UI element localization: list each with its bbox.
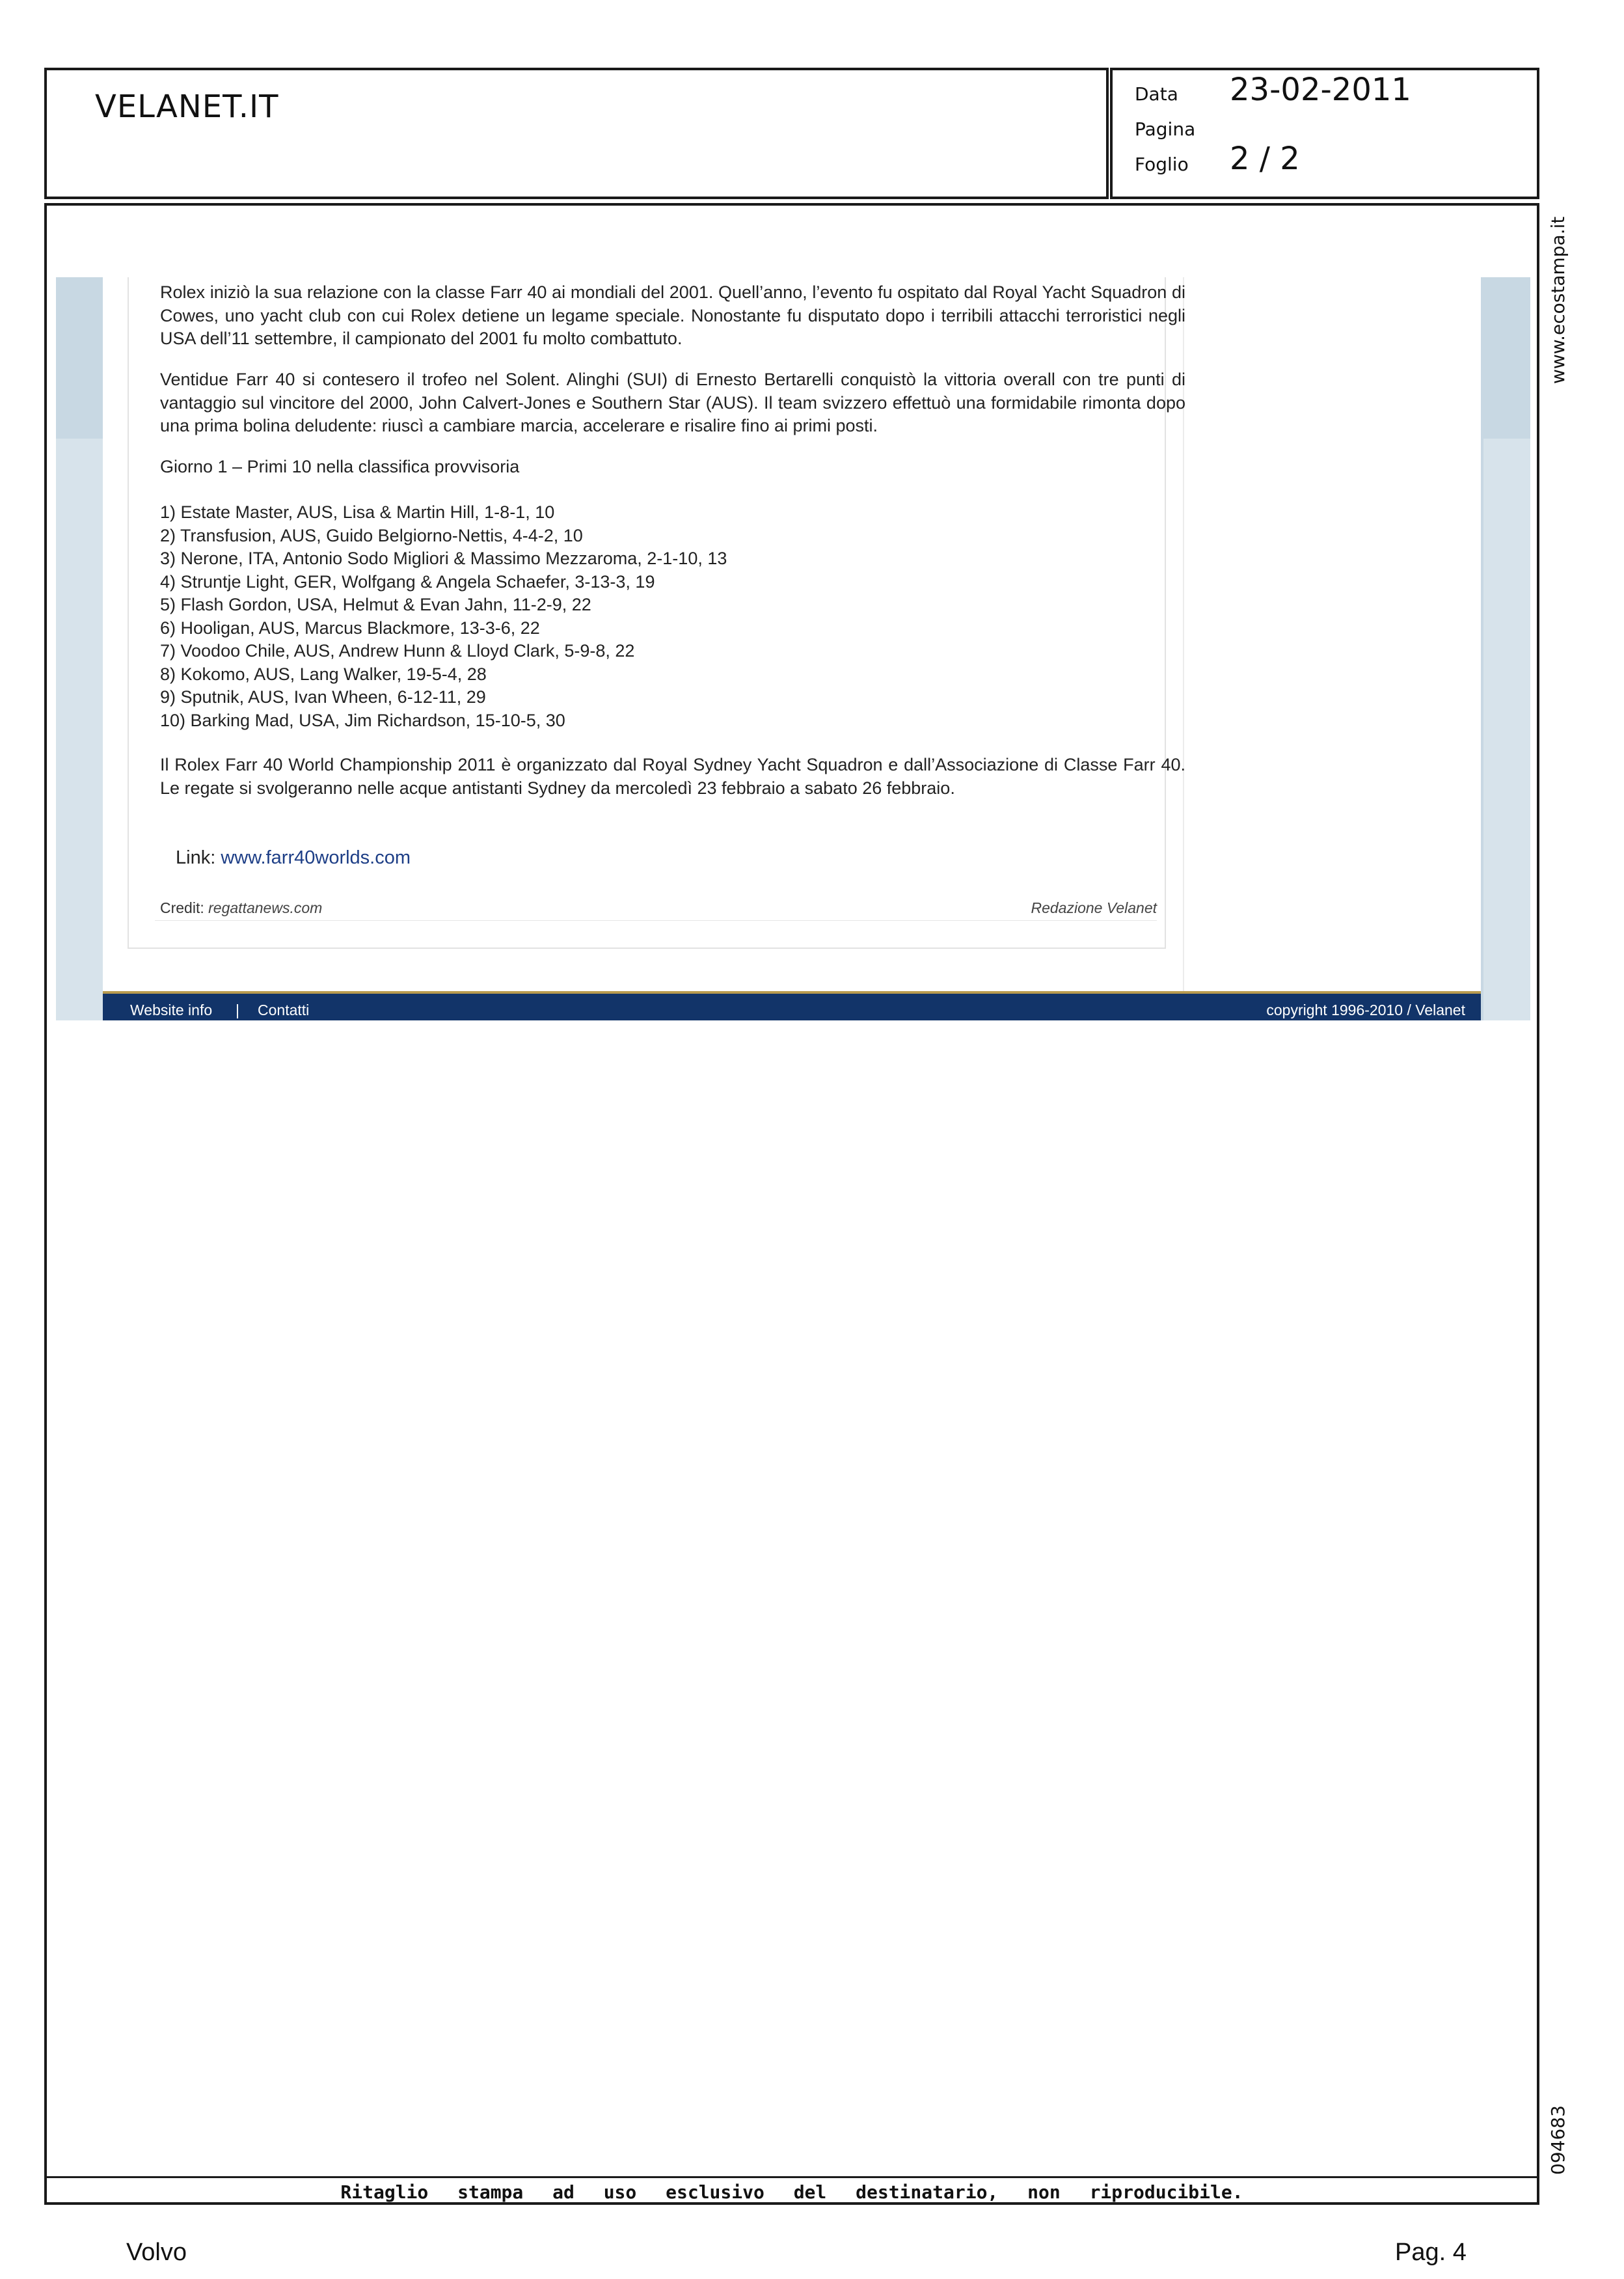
article-paragraph-1: Rolex iniziò la sua relazione con la classe Farr 40 ai mondiali del 2001. Quell’anno, l’evento fu ospitato dal Royal Yacht Squadron di Cowes, uno yacht club con cui Rolex detiene un legame speciale. Nonostante fu disputato dopo i terribili attacchi terroristici negli USA dell’11 settembre, il campionato del 2001 fu molto combattuto.: [160, 282, 1185, 348]
article-body: [128, 277, 1185, 949]
data-value: 23-02-2011: [1230, 72, 1411, 108]
page-footer-left: Volvo: [126, 2239, 187, 2266]
list-item: 9) Sputnik, AUS, Ivan Wheen, 6-12-11, 29: [160, 687, 486, 707]
website-info-link[interactable]: Website info: [130, 1002, 213, 1018]
foglio-value: 2 / 2: [1230, 141, 1300, 177]
clipping-note: Ritaglio stampa ad uso esclusivo del destinatario, non riproducibile.: [340, 2181, 1243, 2203]
credit-divider: [155, 920, 1157, 921]
external-link[interactable]: www.farr40worlds.com: [221, 847, 411, 868]
clipping-footer-rule: [47, 2176, 1537, 2178]
site-footer-bar: [103, 994, 1481, 1020]
list-item: 6) Hooligan, AUS, Marcus Blackmore, 13-3-6, 22: [160, 618, 540, 638]
list-item: 1) Estate Master, AUS, Lisa & Martin Hill, 1-8-1, 10: [160, 502, 555, 522]
data-label: Data: [1135, 83, 1178, 105]
footer-separator: |: [236, 1002, 239, 1018]
header-publication-box: [44, 68, 1109, 199]
side-website: www.ecostampa.it: [1547, 216, 1569, 384]
article-author: Redazione Velanet: [1031, 899, 1157, 916]
standings-title: Giorno 1 – Primi 10 nella classifica provvisoria: [160, 457, 520, 476]
credit-source: regattanews.com: [208, 899, 323, 916]
web-page: [103, 277, 1481, 1020]
article-paragraph-2: Ventidue Farr 40 si contesero il trofeo nel Solent. Alinghi (SUI) di Ernesto Bertarelli conquistò la vittoria overall con tre punti di vantaggio sul vincitore del 2000, John Calvert-Jones e Southern Star (AUS). Il team svizzero effettuò una formidabile rimonta dopo una prima bolina deludente: riuscì a cambiare marcia, accelerare e risalire fino ai primi posti.: [160, 370, 1185, 435]
right-band: [1483, 439, 1530, 1020]
standings-list: [160, 501, 1185, 732]
list-item: 7) Voodoo Chile, AUS, Andrew Hunn & Lloyd Clark, 5-9-8, 22: [160, 641, 635, 661]
list-item: 4) Struntje Light, GER, Wolfgang & Angela Schaefer, 3-13-3, 19: [160, 571, 655, 592]
list-item: 3) Nerone, ITA, Antonio Sodo Migliori & Massimo Mezzaroma, 2-1-10, 13: [160, 549, 727, 568]
publication-title: VELANET.IT: [95, 89, 279, 125]
credit-label: Credit:: [160, 899, 204, 916]
article-paragraph-3: Il Rolex Farr 40 World Championship 2011 è organizzato dal Royal Sydney Yacht Squadron e dall’Associazione di Classe Farr 40. Le regate si svolgeranno nelle acque antistanti Sydney da mercoledì 23 febbraio a sabato 26 febbraio.: [160, 755, 1185, 798]
pagina-label: Pagina: [1135, 118, 1196, 140]
page-footer-right: Pag. 4: [1395, 2239, 1467, 2266]
left-band: [56, 439, 103, 1020]
contatti-link[interactable]: Contatti: [258, 1002, 310, 1018]
list-item: 5) Flash Gordon, USA, Helmut & Evan Jahn, 11-2-9, 22: [160, 595, 591, 614]
header-meta-box: [1110, 68, 1539, 199]
credit: [160, 899, 322, 917]
clipping-frame: [44, 203, 1539, 2205]
link-row: [176, 847, 411, 869]
list-item: 10) Barking Mad, USA, Jim Richardson, 15-10-5, 30: [160, 710, 565, 730]
link-label: Link:: [176, 847, 216, 868]
side-code: 094683: [1547, 2105, 1569, 2175]
list-item: 2) Transfusion, AUS, Guido Belgiorno-Nettis, 4-4-2, 10: [160, 525, 583, 545]
list-item: 8) Kokomo, AUS, Lang Walker, 19-5-4, 28: [160, 664, 487, 684]
web-page-clipping: [56, 277, 1530, 1020]
foglio-label: Foglio: [1135, 154, 1189, 175]
copyright-text: copyright 1996-2010 / Velanet: [1266, 1002, 1465, 1018]
